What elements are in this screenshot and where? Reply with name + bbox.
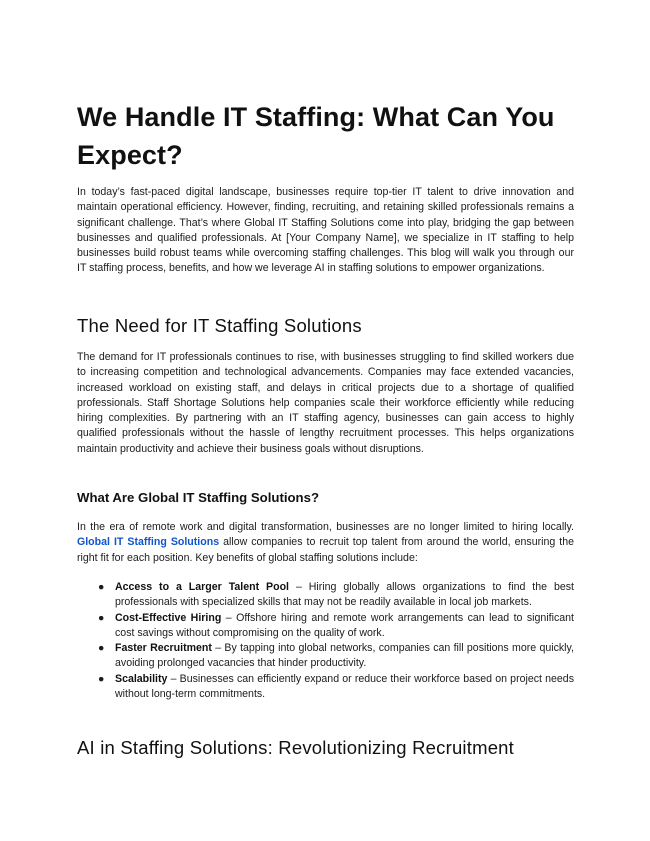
list-item-text: – Businesses can efficiently expand or reduce their workforce based on project needs without long-term commitments. [115,672,574,701]
global-it-staffing-link[interactable]: Global IT Staffing Solutions [77,536,220,549]
list-item-text: – Offshore hiring and remote work arrangements can lead to significant cost savings without compromising on the quality of work. [115,611,574,639]
list-item [77,611,574,642]
heading-need-for-it-staffing: The Need for IT Staffing Solutions [77,315,362,336]
intro-paragraph: In today’s fast-paced digital landscape, businesses require top-tier IT talent to drive innovation and maintain operational efficiency. However, finding, recruiting, and retaining skilled professionals remains a significant challenge. That’s where Global IT Staffing Solutions come into play, bridging the gap between businesses and qualified professionals. At [Your Company Name], we specialize in IT staffing to help businesses build robust teams while overcoming staffing challenges. This blog will walk you through our IT staffing process, benefits, and how we leverage AI in staffing solutions to empower organizations. [77,186,574,275]
global-paragraph [77,520,574,566]
heading-ai-in-staffing: AI in Staffing Solutions: Revolutionizing Recruitment [77,737,515,758]
list-item-term: Scalability [115,672,168,685]
benefits-list [77,580,574,702]
list-item-term: Cost-Effective Hiring [115,611,222,624]
list-item-text: – By tapping into global networks, companies can fill positions more quickly, avoiding prolonged vacancies that hinder productivity. [115,642,574,670]
global-paragraph-end: allow companies to recruit top talent from around the world, ensuring the right fit for each position. Key benefits of global staffing solutions include: [77,536,575,564]
heading-global-it-staffing: What Are Global IT Staffing Solutions? [77,490,320,505]
list-item-text: – Hiring globally allows organizations to find the best professionals with specialized skills that may not be readily available in local job markets. [115,581,574,609]
bullet-icon: ● [98,581,105,593]
list-item [77,672,574,703]
list-item-term: Access to a Larger Talent Pool [115,581,289,593]
bullet-icon: ● [98,642,105,655]
bullet-icon: ● [98,672,105,685]
list-item [77,580,574,611]
global-paragraph-start: In the era of remote work and digital transformation, businesses are no longer limited to hiring locally. [77,521,574,533]
need-paragraph: The demand for IT professionals continues to rise, with businesses struggling to find skilled workers due to increasing competition and technological advancements. Companies may face extended vacancies, increased workload on existing staff, and delays in critical projects due to a shortage of qualified professionals. Staff Shortage Solutions help companies scale their workforce efficiently while reducing hiring complexities. By partnering with an IT staffing agency, businesses can gain access to highly qualified professionals without the hassle of lengthy recruitment processes. This helps organizations maintain productivity and achieve their business goals without disruptions. [77,351,574,455]
list-item-term: Faster Recruitment [115,642,212,655]
list-item [77,641,574,672]
bullet-icon: ● [98,611,105,624]
page-title: We Handle IT Staffing: What Can You Expect? [77,102,555,170]
